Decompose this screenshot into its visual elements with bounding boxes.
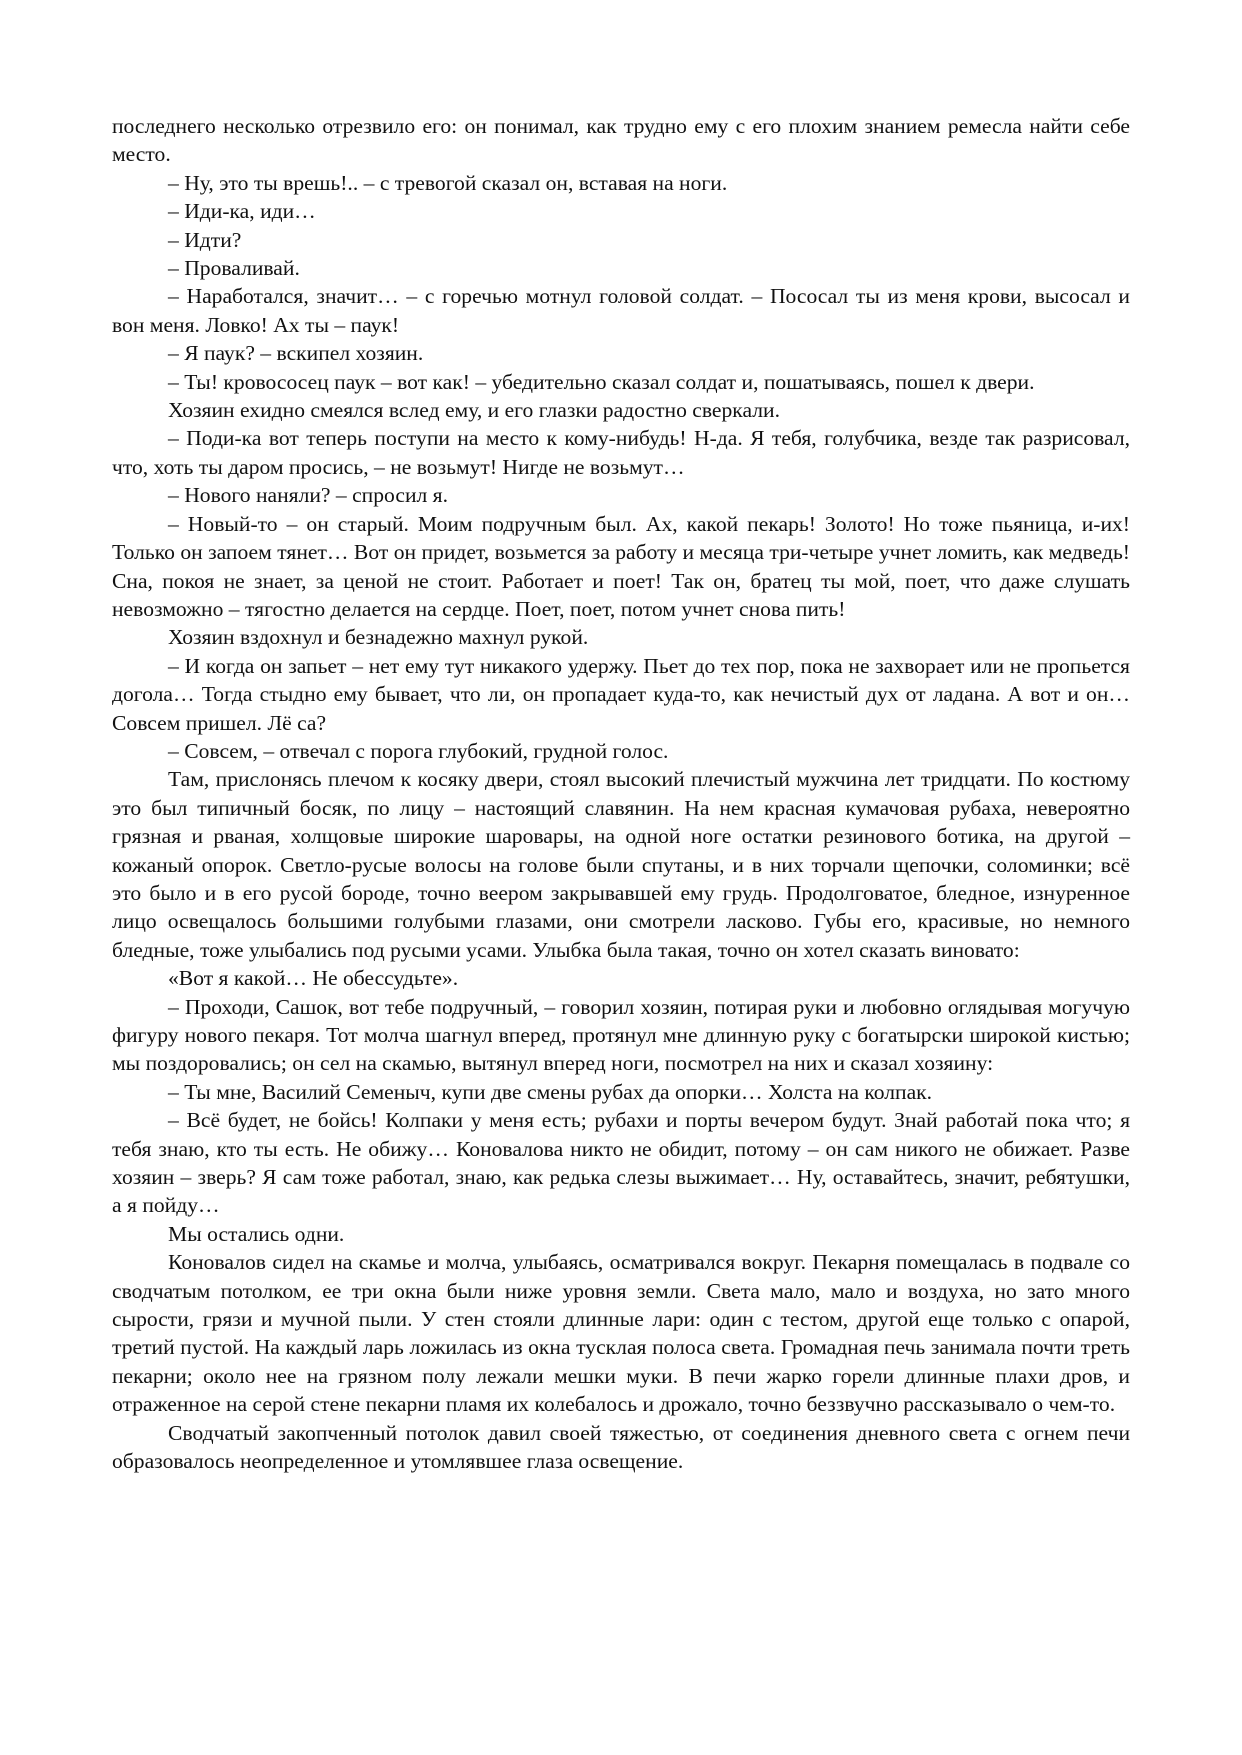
paragraph: – Совсем, – отвечал с порога глубокий, грудной голос. [168, 738, 669, 763]
page-text [112, 112, 1130, 1476]
paragraph: – Ну, это ты врешь!.. – с тревогой сказал он, вставая на ноги. [168, 170, 728, 195]
paragraph: Коновалов сидел на скамье и молча, улыбаясь, осматривался вокруг. Пекарня помещалась в подвале со сводчатым потолком, ее три окна были ниже уровня земли. Света мало, мало и воздуха, но зато много сырости, грязи и мучной пыли. У стен стояли длинные лари: один с тестом, другой еще только с опарой, третий пустой. На каждый ларь ложилась из окна тусклая полоса света. Громадная печь занимала почти треть пекарни; около нее на грязном полу лежали мешки муки. В печи жарко горели длинные плахи дров, и отраженное на серой стене пекарни пламя их колебалось и дрожало, точно беззвучно рассказывало о чем-то. [112, 1250, 1130, 1417]
paragraph: – Всё будет, не бойсь! Колпаки у меня есть; рубахи и порты вечером будут. Знай работай пока что; я тебя знаю, кто ты есть. Не обижу… Коновалова никто не обидит, потому – он сам никого не обижает. Разве хозяин – зверь? Я сам тоже работал, знаю, как редька слезы выжимает… Ну, оставайтесь, значит, ребятушки, а я пойду… [112, 1108, 1130, 1218]
paragraph: – Наработался, значит… – с горечью мотнул головой солдат. – Пососал ты из меня крови, высосал и вон меня. Ловко! Ах ты – паук! [112, 284, 1130, 337]
paragraph: – И когда он запьет – нет ему тут никакого удержу. Пьет до тех пор, пока не захворает или не пропьется догола… Тогда стыдно ему бывает, что ли, он пропадает куда-то, как нечистый дух от ладана. А вот и он… Совсем пришел. Лё са? [112, 653, 1130, 735]
paragraph: Хозяин вздохнул и безнадежно махнул рукой. [168, 625, 589, 650]
paragraph: – Я паук? – вскипел хозяин. [168, 341, 424, 366]
paragraph: – Идти? [168, 227, 242, 252]
paragraph: – Нового наняли? – спросил я. [168, 483, 449, 508]
paragraph: – Иди-ка, иди… [168, 199, 316, 224]
paragraph: – Ты мне, Василий Семеныч, купи две смены рубах да опорки… Холста на колпак. [168, 1079, 933, 1104]
paragraph: – Поди-ка вот теперь поступи на место к кому-нибудь! Н-да. Я тебя, голубчика, везде так разрисовал, что, хоть ты даром просись, – не возьмут! Нигде не возьмут… [112, 426, 1130, 479]
paragraph: Мы остались одни. [168, 1221, 345, 1246]
paragraph: Хозяин ехидно смеялся вслед ему, и его глазки радостно сверкали. [168, 398, 780, 423]
paragraph: «Вот я какой… Не обессудьте». [168, 966, 459, 991]
paragraph: Там, прислонясь плечом к косяку двери, стоял высокий плечистый мужчина лет тридцати. По костюму это был типичный босяк, по лицу – настоящий славянин. На нем красная кумачовая рубаха, невероятно грязная и рваная, холщовые широкие шаровары, на одной ноге остатки резинового ботика, на другой – кожаный опорок. Светло-русые волосы на голове были спутаны, и в них торчали щепочки, соломинки; всё это было и в его русой бороде, точно веером закрывавшей ему грудь. Продолговатое, бледное, изнуренное лицо освещалось большими голубыми глазами, они смотрели ласково. Губы его, красивые, но немного бледные, тоже улыбались под русыми усами. Улыбка была такая, точно он хотел сказать виновато: [112, 767, 1130, 962]
paragraph-continuation: последнего несколько отрезвило его: он понимал, как трудно ему с его плохим знанием ремесла найти себе место. [112, 114, 1130, 167]
paragraph: – Проваливай. [168, 256, 300, 281]
paragraph: – Новый-то – он старый. Моим подручным был. Ах, какой пекарь! Золото! Но тоже пьяница, и-их! Только он запоем тянет… Вот он придет, возьмется за работу и месяца три-четыре учнет ломить, как медведь! Сна, покоя не знает, за ценой не стоит. Работает и поет! Так он, братец ты мой, поет, что даже слушать невозможно – тягостно делается на сердце. Поет, поет, потом учнет снова пить! [112, 511, 1130, 621]
paragraph: – Проходи, Сашок, вот тебе подручный, – говорил хозяин, потирая руки и любовно оглядывая могучую фигуру нового пекаря. Тот молча шагнул вперед, протянул мне длинную руку с богатырски широкой кистью; мы поздоровались; он сел на скамью, вытянул вперед ноги, посмотрел на них и сказал хозяину: [112, 994, 1130, 1076]
paragraph: – Ты! кровососец паук – вот как! – убедительно сказал солдат и, пошатываясь, пошел к двери. [168, 369, 1035, 394]
paragraph: Сводчатый закопченный потолок давил своей тяжестью, от соединения дневного света с огнем печи образовалось неопределенное и утомлявшее глаза освещение. [112, 1420, 1130, 1474]
